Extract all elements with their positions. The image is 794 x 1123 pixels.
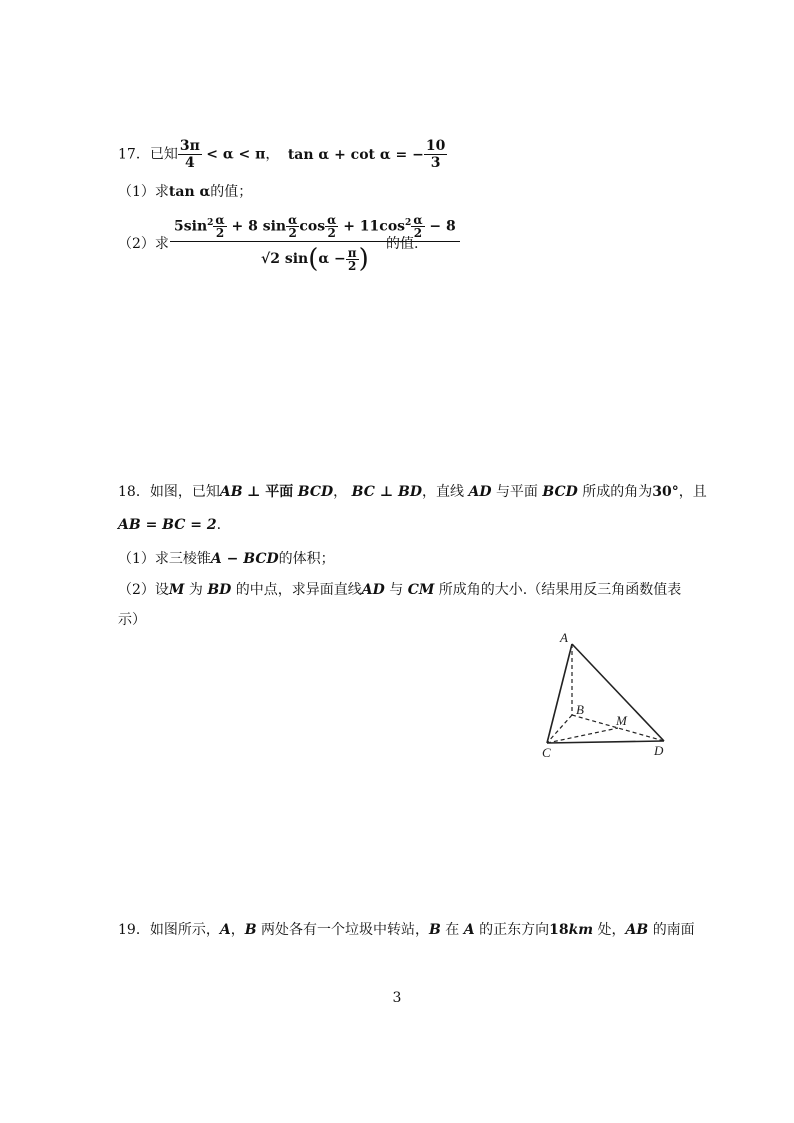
q17-frac-3pi-4: $\frac{3\pi}{4}$	[179, 138, 200, 171]
tetrahedron-figure	[530, 625, 680, 765]
page-number: 3	[392, 990, 402, 1006]
q18-part2-cont: 示）	[118, 612, 146, 628]
q17-part2-suffix: 的值.	[386, 236, 419, 252]
q17-tan-alpha: tan α	[168, 184, 211, 200]
q18-part2: （2）设M 为 BD 的中点，求异面直线AD 与 CM 所成角的大小.（结果用反三角函数值表	[118, 582, 682, 598]
label-c: C	[542, 745, 551, 760]
edge-ac	[547, 644, 572, 743]
q17-number: 17．已知	[118, 146, 178, 163]
q17-expression-denominator: √2 sin(α − $\frac{\pi}{2}$ )	[261, 244, 369, 274]
label-b: B	[576, 702, 584, 717]
label-m: M	[616, 713, 627, 728]
q18-stem-line2: AB = BC = 2.	[118, 517, 222, 533]
q17-frac-10-3: $\frac{10}{3}$	[425, 138, 446, 171]
q17-part2-label: （2）求	[118, 236, 169, 252]
label-a: A	[560, 630, 568, 645]
q17-expression-numerator: $5\sin^2$ $\frac{\alpha}{2}$ + 8 sin $\frac{\alpha}{2}$ cos $\frac{\alpha}{2}$ + $11\cos^2$ $\frac{\alpha}{2}$ − 8	[170, 214, 460, 242]
q18-part1: （1）求三棱锥A − BCD的体积；	[118, 551, 335, 567]
edge-cd	[547, 741, 664, 743]
q17-cond2: tan α + cot α = −	[287, 146, 424, 163]
segment-cm-hidden	[547, 728, 618, 743]
q19-stem: 19．如图所示，A，B 两处各有一个垃圾中转站，B 在 A 的正东方向18km 处，AB 的南面	[118, 922, 695, 938]
q17-part1: （1）求tan α的值；	[118, 184, 253, 200]
q17-cond1: < α < π	[206, 146, 266, 163]
q17-stem: 17．已知 $\frac{3\pi}{4}$ < α < π， tan α + cot α = − $\frac{10}{3}$	[118, 138, 446, 171]
q18-stem-line1: 18．如图，已知AB ⊥ 平面 BCD， BC ⊥ BD，直线 AD 与平面 BCD 所成的角为30°，且	[118, 484, 707, 500]
label-d: D	[654, 743, 664, 758]
